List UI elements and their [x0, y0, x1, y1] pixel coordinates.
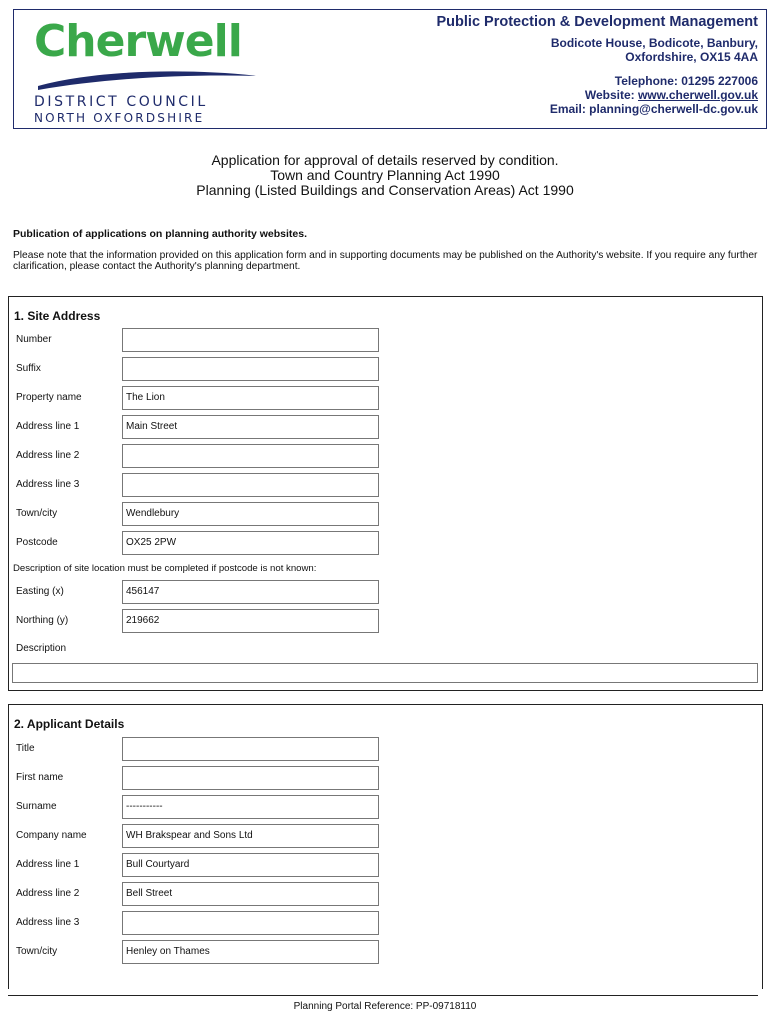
- org-website-link[interactable]: www.cherwell.gov.uk: [637, 88, 758, 102]
- document-title: [0, 153, 770, 198]
- form-row: [9, 882, 762, 906]
- form-row: [9, 940, 762, 964]
- form-row: [9, 580, 762, 604]
- site-address-section: [8, 296, 763, 691]
- form-row: [9, 766, 762, 790]
- town-city-field[interactable]: Wendlebury: [122, 502, 379, 526]
- footer-divider: [8, 995, 758, 996]
- publication-note: Please note that the information provided on this application form and in supporting documents may be published on the Authority's website. If you require any further clarification, please contact the Authority's planning department.: [13, 250, 758, 272]
- form-row: [9, 415, 762, 439]
- field-label: Address line 1: [16, 421, 80, 432]
- title-line-2: Town and Country Planning Act 1990: [270, 167, 500, 183]
- org-address-line-2: Oxfordshire, OX15 4AA: [625, 50, 758, 64]
- form-row: [9, 795, 762, 819]
- address-line-2-field[interactable]: [122, 444, 379, 468]
- org-title: Public Protection & Development Management: [436, 14, 758, 30]
- org-email[interactable]: Email: planning@cherwell-dc.gov.uk: [549, 102, 758, 116]
- form-row: [9, 853, 762, 877]
- field-label: Easting (x): [16, 586, 64, 597]
- field-label: Town/city: [16, 508, 58, 519]
- form-row: [9, 824, 762, 848]
- org-telephone: Telephone: 01295 227006: [614, 74, 758, 88]
- form-row: [9, 609, 762, 633]
- form-row: [9, 328, 762, 352]
- field-label: Address line 3: [16, 479, 80, 490]
- surname-field[interactable]: -----------: [122, 795, 379, 819]
- suffix-field[interactable]: [122, 357, 379, 381]
- form-row: [9, 444, 762, 468]
- field-label: First name: [16, 772, 64, 783]
- field-label: Property name: [16, 392, 82, 403]
- logo-district-council: DISTRICT COUNCIL: [34, 94, 208, 110]
- company-name-field[interactable]: WH Brakspear and Sons Ltd: [122, 824, 379, 848]
- section-title: 2. Applicant Details: [14, 717, 125, 731]
- field-label: Postcode: [16, 537, 58, 548]
- location-note: Description of site location must be completed if postcode is not known:: [13, 563, 317, 574]
- form-row: [9, 502, 762, 526]
- field-label: Northing (y): [16, 615, 69, 626]
- form-row: [9, 386, 762, 410]
- field-label: Number: [16, 334, 52, 345]
- first-name-field[interactable]: [122, 766, 379, 790]
- logo-wordmark: Cherwell: [34, 16, 242, 67]
- form-row: [9, 737, 762, 761]
- field-label: Title: [16, 743, 35, 754]
- description-label: Description: [16, 643, 67, 654]
- applicant-details-section: [8, 704, 763, 989]
- form-row: [9, 473, 762, 497]
- field-label: Address line 3: [16, 917, 80, 928]
- field-label: Company name: [16, 830, 87, 841]
- form-row: [9, 357, 762, 381]
- section-title: 1. Site Address: [14, 309, 101, 323]
- address-line-1-field[interactable]: Main Street: [122, 415, 379, 439]
- easting-field[interactable]: 456147: [122, 580, 379, 604]
- form-row: [9, 531, 762, 555]
- field-label: Suffix: [16, 363, 41, 374]
- applicant-address-line-1-field[interactable]: Bull Courtyard: [122, 853, 379, 877]
- applicant-town-city-field[interactable]: Henley on Thames: [122, 940, 379, 964]
- logo-swoosh-icon: [36, 66, 260, 92]
- title-line-3: Planning (Listed Buildings and Conservation Areas) Act 1990: [196, 182, 574, 198]
- northing-field[interactable]: 219662: [122, 609, 379, 633]
- address-line-3-field[interactable]: [122, 473, 379, 497]
- organisation-details: [437, 14, 758, 116]
- council-header: [13, 9, 767, 129]
- field-label: Address line 1: [16, 859, 80, 870]
- field-label: Surname: [16, 801, 57, 812]
- applicant-address-line-3-field[interactable]: [122, 911, 379, 935]
- field-label: Address line 2: [16, 888, 80, 899]
- org-website-label: Website:: [584, 88, 638, 102]
- number-field[interactable]: [122, 328, 379, 352]
- field-label: Town/city: [16, 946, 58, 957]
- publication-heading: Publication of applications on planning authority websites.: [13, 228, 308, 240]
- title-line-1: Application for approval of details reserved by condition.: [211, 152, 559, 168]
- cherwell-logo: [34, 16, 264, 126]
- field-label: Address line 2: [16, 450, 80, 461]
- postcode-field[interactable]: OX25 2PW: [122, 531, 379, 555]
- description-field[interactable]: [12, 663, 758, 683]
- logo-north-oxfordshire: NORTH OXFORDSHIRE: [34, 111, 205, 125]
- org-website: [437, 88, 758, 102]
- org-address-line-1: Bodicote House, Bodicote, Banbury,: [550, 36, 758, 50]
- form-row: [9, 911, 762, 935]
- applicant-address-line-2-field[interactable]: Bell Street: [122, 882, 379, 906]
- property-name-field[interactable]: The Lion: [122, 386, 379, 410]
- title-field[interactable]: [122, 737, 379, 761]
- planning-portal-reference: Planning Portal Reference: PP-09718110: [293, 1001, 477, 1012]
